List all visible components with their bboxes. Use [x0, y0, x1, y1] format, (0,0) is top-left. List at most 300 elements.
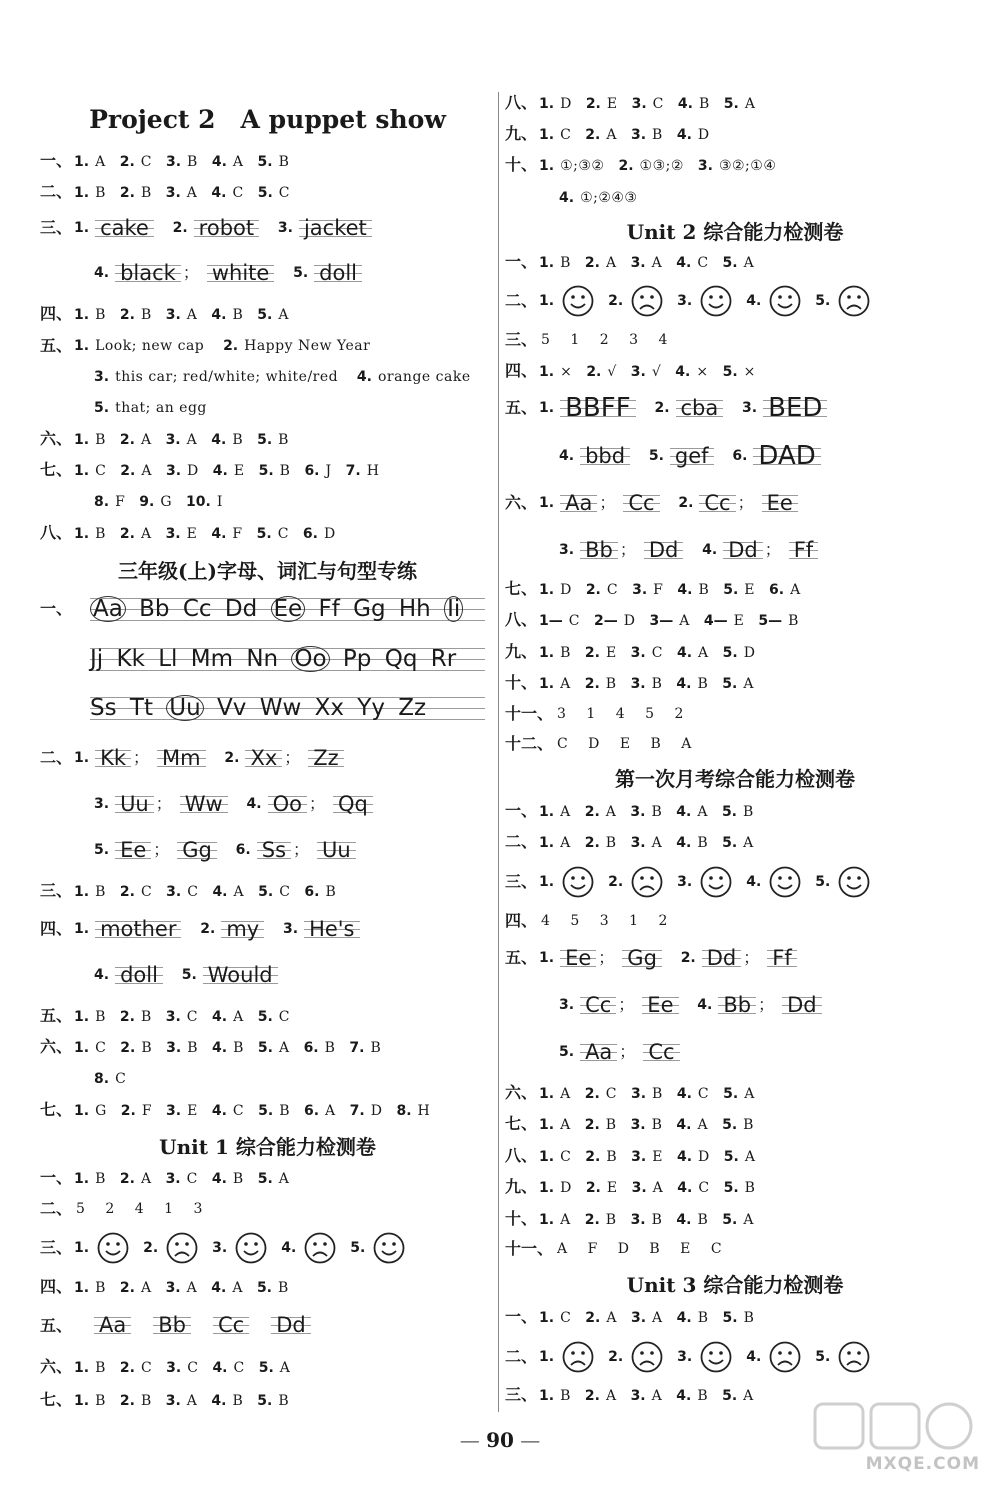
item-answer: B — [652, 126, 663, 143]
item-answer: B — [560, 1387, 571, 1404]
item-answer: B — [141, 1039, 153, 1056]
item-number: 3. — [630, 644, 646, 661]
answer-row: 十、 1. A 2. B 3. B 4. B 5. A — [505, 1209, 754, 1228]
item-number: 3. — [165, 525, 181, 542]
item-number: 1. — [539, 1116, 555, 1133]
handwriting-row: 4. bbd 5. gef 6. DAD — [557, 440, 821, 471]
item-answer: C — [698, 1179, 710, 1196]
item-number: 4. — [676, 1148, 693, 1165]
sad-face-icon — [838, 1341, 870, 1373]
item-number: 4. — [211, 1170, 227, 1187]
item-number: 5. — [257, 431, 273, 448]
item-answer: C — [140, 153, 152, 170]
item-answer: A — [605, 254, 617, 271]
item-number: 3. — [166, 883, 182, 900]
circled-letter-pair: Ii — [444, 596, 463, 622]
item-answer: B — [744, 1179, 756, 1196]
item-answer: C — [232, 184, 244, 201]
handwriting-row: 五、 Aa Bb Cc Dd — [40, 1310, 311, 1342]
answer-row: 八、 1. D 2. E 3. C 4. B 5. A — [505, 93, 756, 112]
item-number: 3. — [631, 1179, 647, 1196]
letter-pair: Nn — [246, 646, 279, 672]
item-answer: C — [187, 1359, 199, 1376]
item-number: 5. — [722, 254, 738, 271]
handwriting-row: 5. Aa ； Cc — [557, 1036, 680, 1067]
item-answer: A — [186, 184, 198, 201]
item-answer: I — [216, 493, 223, 510]
item-number: 4. — [212, 883, 228, 900]
item-number: 3. — [166, 1039, 182, 1056]
sad-face-icon — [631, 285, 663, 317]
item-number: 6. — [303, 1039, 319, 1056]
item-answer: ①;②④③ — [580, 189, 638, 206]
item-number: 4. — [559, 189, 575, 206]
item-answer: E — [606, 95, 618, 112]
item-number: 2. — [585, 1309, 601, 1326]
item-number: 3. — [165, 153, 182, 170]
letter-pair: Bb — [139, 596, 170, 622]
item-answer: B — [697, 1387, 709, 1404]
item-answer: A — [232, 153, 244, 170]
item-number: 4. — [211, 153, 227, 170]
item-answer: B — [743, 1116, 754, 1133]
item-number: 3. — [166, 1102, 182, 1119]
item-number: 1. — [539, 95, 555, 112]
letter-pair: Pp — [342, 646, 372, 672]
item-number: 1. — [539, 1309, 555, 1326]
handwriting-row: 三、 1. cake 2. robot 3. jacket — [40, 212, 372, 243]
item-number: 2. — [585, 1179, 601, 1196]
item-answer: E — [605, 644, 617, 661]
item-number: 2. — [120, 1039, 136, 1056]
happy-face-icon — [235, 1232, 267, 1264]
item-answer: B — [232, 431, 244, 448]
item-number: 4. — [746, 874, 762, 890]
item-answer: D — [698, 1148, 710, 1165]
handwriting-row: 五、 1. BBFF 2. cba 3. BED — [505, 392, 827, 423]
answer-row: 七、 1. G 2. F 3. E 4. C 5. B 6. A 7. D 8. H — [40, 1100, 431, 1119]
answer-row: 九、 1. D 2. E 3. A 4. C 5. B — [505, 1177, 756, 1196]
answer-row: 十、 1. ①;③② 2. ①③;② 3. ③②;①④ — [505, 155, 777, 174]
sad-face-icon — [562, 1341, 594, 1373]
item-answer: A — [560, 675, 571, 692]
item-answer: A — [560, 803, 571, 820]
answer-row: 二、 1. B 2. B 3. A 4. C 5. C — [40, 182, 290, 201]
item-number: 3. — [630, 1116, 646, 1133]
item-answer: A — [605, 1387, 617, 1404]
item-answer: B — [651, 675, 663, 692]
item-number: 1. — [74, 1102, 90, 1119]
item-number: 1. — [74, 1359, 90, 1376]
item-answer: A — [140, 1170, 152, 1187]
item-number: 1. — [539, 157, 555, 174]
face-row: 二、 1. 2. 3. 4. 5. — [505, 285, 870, 317]
item-answer: B — [95, 525, 106, 542]
item-number: 5. — [256, 525, 272, 542]
circled-letter-pair: Oo — [291, 646, 329, 672]
item-number: 5. — [257, 153, 273, 170]
answer-row: 一、 — [40, 599, 73, 618]
item-number: 3. — [630, 834, 646, 851]
item-answer: C — [95, 462, 107, 479]
letter-pair: Ww — [259, 695, 302, 721]
face-row: 二、 1. 2. 3. 4. 5. — [505, 1341, 870, 1373]
item-answer: E — [606, 1179, 618, 1196]
item-number: 7. — [349, 1039, 365, 1056]
item-answer: B — [325, 883, 337, 900]
letter-pair: Ss — [90, 695, 117, 721]
answer-row: 八、 1. B 2. A 3. E 4. F 5. C 6. D — [40, 523, 336, 542]
watermark-logo — [807, 1398, 982, 1478]
handwriting-letters: Aa — [94, 1310, 131, 1340]
answer-row: 六、 1. B 2. C 3. C 4. C 5. A — [40, 1357, 291, 1376]
answer-row: 5. that; an egg — [94, 400, 207, 416]
item-number: 1. — [539, 644, 555, 661]
item-answer: B — [95, 1392, 106, 1409]
handwriting-word: white — [207, 258, 274, 288]
item-number: 1. — [74, 883, 90, 900]
item-answer: A — [744, 1148, 756, 1165]
item-number: 4. — [211, 1279, 227, 1296]
item-answer: B — [324, 1039, 336, 1056]
item-answer: C — [560, 1148, 572, 1165]
item-number: 5. — [723, 1085, 739, 1102]
item-number: 8. — [94, 1070, 110, 1087]
handwriting-word: robot — [194, 213, 259, 243]
item-answer: B — [606, 1148, 618, 1165]
item-number: 5. — [257, 184, 273, 201]
item-number: 2. — [119, 1170, 135, 1187]
item-number: 4. — [212, 1359, 228, 1376]
item-number: 1. — [539, 1085, 555, 1102]
item-number: 3. — [631, 1148, 647, 1165]
item-answer: E — [186, 525, 198, 542]
item-number: 4. — [746, 293, 762, 309]
item-answer: G — [95, 1102, 107, 1119]
item-answer: A — [278, 306, 289, 323]
circled-letter-pair: Uu — [166, 695, 203, 721]
item-answer: A — [278, 1170, 290, 1187]
item-answer: B — [187, 1039, 199, 1056]
happy-face-icon — [562, 285, 594, 317]
letter-pair: Ll — [158, 646, 178, 672]
watermark-text: MXQE.COM — [865, 1454, 980, 1474]
answer-row — [92, 1067, 126, 1089]
item-number: 5— — [758, 612, 783, 629]
item-answer: ①;③② — [560, 157, 605, 174]
item-number: 3. — [165, 431, 181, 448]
letter-pair: Qq — [384, 646, 418, 672]
item-answer: B — [652, 1085, 663, 1102]
item-number: 5. — [722, 363, 738, 380]
item-number: 4. — [211, 1392, 227, 1409]
alphabet-line — [90, 689, 485, 727]
item-number: 2. — [608, 874, 624, 890]
item-number: 6. — [302, 525, 318, 542]
item-number: 2— — [593, 612, 618, 629]
item-number: 5. — [723, 1179, 739, 1196]
item-number: 2. — [608, 1349, 624, 1365]
item-number: 1. — [74, 1039, 90, 1056]
item-number: 8. — [94, 493, 110, 510]
item-number: 2. — [584, 834, 600, 851]
item-answer: A — [141, 462, 152, 479]
answer-row: 四、 1. × 2. √ 3. √ 4. × 5. × — [505, 361, 756, 380]
answer-row: 二、 1. A 2. B 3. A 4. B 5. A — [505, 832, 754, 851]
item-number: 5. — [722, 1309, 738, 1326]
item-number: 3. — [630, 363, 646, 380]
item-answer: B — [370, 1039, 382, 1056]
handwriting-row: 二、 1. Kk ； Mm 2. Xx ； Zz — [40, 742, 344, 773]
item-number: 1. — [539, 126, 555, 143]
handwriting-row: 5. Ee ； Gg 6. Ss ； Uu — [92, 834, 356, 865]
item-answer: B — [232, 1392, 244, 1409]
happy-face-icon — [838, 866, 870, 898]
item-number: 4. — [211, 431, 227, 448]
item-answer: ①③;② — [639, 157, 684, 174]
item-answer: ③②;①④ — [718, 157, 777, 174]
item-answer: D — [187, 462, 199, 479]
item-number: 4. — [676, 644, 693, 661]
happy-face-icon — [700, 1341, 732, 1373]
item-number: 4. — [676, 1116, 692, 1133]
answer-row: 五、 1. B 2. B 3. C 4. A 5. C — [40, 1006, 290, 1025]
item-number: 2. — [119, 431, 135, 448]
item-number: 3. — [165, 462, 182, 479]
item-number: 5. — [350, 1240, 366, 1256]
section-title-month-test: 第一次月考综合能力检测卷 — [615, 767, 855, 791]
item-answer: G — [160, 493, 173, 510]
item-number: 4. — [211, 525, 227, 542]
sad-face-icon — [304, 1232, 336, 1264]
item-answer: C — [140, 1359, 153, 1376]
handwriting-word: doll — [314, 258, 362, 288]
answer-row: 十一、 A F D B E C — [505, 1239, 730, 1258]
item-answer: B — [697, 834, 709, 851]
answer-row — [557, 186, 637, 208]
item-answer: A — [186, 431, 198, 448]
item-answer: C — [232, 1102, 245, 1119]
item-number: 5. — [258, 462, 274, 479]
item-answer: A — [140, 431, 152, 448]
item-number: 5. — [723, 95, 739, 112]
item-answer: A — [605, 803, 617, 820]
letter-pair: Mm — [190, 646, 233, 672]
item-number: 4. — [676, 675, 692, 692]
item-answer: B — [95, 184, 106, 201]
item-number: 1. — [539, 581, 555, 598]
item-answer: A — [232, 1279, 243, 1296]
item-number: 1. — [74, 525, 90, 542]
item-answer: F — [115, 493, 126, 510]
item-answer: A — [186, 306, 198, 323]
letter-pair: Gg — [353, 596, 386, 622]
item-answer: H — [417, 1102, 431, 1119]
item-answer: A — [279, 1359, 291, 1376]
item-number: 4. — [676, 1387, 692, 1404]
happy-face-icon — [97, 1232, 129, 1264]
item-number: 3— — [649, 612, 674, 629]
item-number: 2. — [584, 675, 600, 692]
item-number: 2. — [586, 363, 602, 380]
item-answer: E — [733, 612, 745, 629]
item-number: 2. — [119, 1392, 135, 1409]
item-number: 3. — [630, 254, 646, 271]
answer-row: 四、 4 5 3 1 2 — [505, 911, 676, 930]
section-title-project2: Project 2 A puppet show — [89, 105, 446, 134]
item-answer: B — [279, 462, 291, 479]
item-answer: A — [698, 644, 709, 661]
item-answer: D — [323, 525, 336, 542]
item-number: 1. — [539, 1349, 555, 1365]
item-number: 4. — [676, 126, 692, 143]
item-answer: C — [278, 1008, 290, 1025]
item-number: 3. — [630, 1211, 646, 1228]
item-answer: √ — [651, 363, 662, 380]
item-number: 4. — [676, 834, 692, 851]
handwriting-letters: Dd — [271, 1310, 311, 1340]
item-answer: C — [186, 1008, 199, 1025]
item-number: 3. — [630, 803, 646, 820]
item-answer: C — [651, 644, 663, 661]
item-number: 5. — [256, 1279, 272, 1296]
item-answer: B — [743, 1309, 755, 1326]
answer-row: 七、 1. B 2. B 3. A 4. B 5. B — [40, 1390, 290, 1409]
item-number: 5. — [815, 874, 831, 890]
item-answer: A — [651, 834, 663, 851]
item-number: 3. — [677, 874, 693, 890]
item-number: 1. — [74, 1279, 90, 1296]
item-answer: A — [95, 153, 106, 170]
item-answer: C — [652, 95, 664, 112]
item-answer: B — [232, 306, 244, 323]
item-answer: B — [140, 1392, 152, 1409]
item-number: 1. — [74, 462, 90, 479]
item-number: 1. — [539, 1179, 555, 1196]
item-number: 3. — [165, 1008, 181, 1025]
letter-pair: Hh — [398, 596, 431, 622]
alphabet-line — [90, 590, 485, 628]
item-number: 2. — [584, 1387, 600, 1404]
item-number: 2. — [585, 126, 601, 143]
item-answer: A — [790, 581, 801, 598]
letter-pair: Jj — [90, 646, 104, 672]
answer-row: 一、 1. B 2. A 3. A 4. C 5. A — [505, 252, 755, 271]
item-number: 4. — [676, 803, 692, 820]
item-answer: B — [605, 1211, 617, 1228]
answer-row: 七、 1. D 2. C 3. F 4. B 5. E 6. A — [505, 579, 801, 598]
item-number: 4. — [676, 1211, 692, 1228]
item-number: 4. — [676, 1309, 692, 1326]
item-number: 3. — [165, 184, 181, 201]
item-answer: F — [232, 525, 243, 542]
item-number: 4— — [703, 612, 728, 629]
answer-row: 八、 1— C 2— D 3— A 4— E 5— B — [505, 610, 799, 629]
letter-pair: Kk — [116, 646, 145, 672]
item-number: 2. — [608, 293, 624, 309]
item-answer: H — [366, 462, 380, 479]
sad-face-icon — [838, 285, 870, 317]
item-number: 3. — [165, 1392, 181, 1409]
item-number: 5. — [257, 1039, 273, 1056]
section-title-unit1: Unit 1 综合能力检测卷 — [159, 1135, 376, 1159]
item-number: 5. — [258, 1359, 274, 1376]
item-number: 2. — [585, 581, 601, 598]
letter-pair: Tt — [129, 695, 153, 721]
item-number: 2. — [120, 462, 136, 479]
item-answer: C — [115, 1070, 127, 1087]
item-number: 2. — [119, 525, 135, 542]
sad-face-icon — [631, 866, 663, 898]
letter-pair: Dd — [224, 596, 258, 622]
item-answer: D — [560, 1179, 572, 1196]
item-answer: A — [743, 675, 754, 692]
item-number: 2. — [119, 1359, 135, 1376]
page-number: — 90 — — [459, 1428, 541, 1452]
item-number: 1— — [539, 612, 563, 629]
item-number: 5. — [722, 1211, 738, 1228]
item-number: 1. — [74, 1392, 90, 1409]
item-number: 1. — [539, 293, 555, 309]
item-number: 4. — [677, 581, 693, 598]
answer-row: 九、 1. B 2. E 3. C 4. A 5. D — [505, 642, 756, 661]
item-answer: A — [278, 1039, 290, 1056]
answer-row: 三、 1. B 2. C 3. C 4. A 5. C 6. B — [40, 881, 337, 900]
handwriting-word: cake — [95, 213, 154, 243]
item-answer: A — [743, 834, 754, 851]
item-answer: A — [233, 1008, 244, 1025]
answer-row: 一、 1. A 2. A 3. B 4. A 5. B — [505, 801, 754, 820]
item-answer: E — [744, 581, 756, 598]
item-number: 5. — [723, 581, 739, 598]
item-number: 2. — [585, 95, 601, 112]
answer-row: 一、 1. B 2. A 3. C 4. B 5. A — [40, 1168, 290, 1187]
item-number: 2. — [584, 644, 600, 661]
item-number: 3. — [212, 1240, 228, 1256]
item-answer: D — [623, 612, 636, 629]
answer-row: 六、 1. A 2. C 3. B 4. C 5. A — [505, 1083, 755, 1102]
item-number: 5. — [257, 1392, 273, 1409]
item-number: 5. — [722, 834, 738, 851]
item-number: 5. — [722, 644, 738, 661]
item-answer: √ — [607, 363, 617, 380]
face-row: 三、 1. 2. 3. 4. 5. — [505, 866, 870, 898]
item-number: 2. — [119, 883, 135, 900]
item-number: 4. — [676, 1085, 692, 1102]
item-answer: A — [744, 95, 756, 112]
item-number: 4. — [281, 1240, 297, 1256]
item-number: 5. — [723, 1148, 739, 1165]
item-answer: A — [652, 1179, 664, 1196]
item-answer: E — [652, 1148, 663, 1165]
item-answer: × — [743, 363, 756, 380]
item-number: 6. — [769, 581, 785, 598]
answer-row: 八、 1. C 2. B 3. E 4. D 5. A — [505, 1146, 756, 1165]
answer-row: 九、 1. C 2. A 3. B 4. D — [505, 124, 710, 143]
item-number: 4. — [211, 306, 227, 323]
section-title-unit2: Unit 2 综合能力检测卷 — [626, 220, 844, 244]
item-number: 5. — [815, 293, 831, 309]
item-number: 2. — [584, 1211, 600, 1228]
answer-row: 一、 1. C 2. A 3. A 4. B 5. B — [505, 1307, 755, 1326]
happy-face-icon — [562, 866, 594, 898]
item-answer: B — [95, 883, 106, 900]
item-answer: B — [278, 1279, 289, 1296]
item-number: 2. — [585, 1148, 601, 1165]
happy-face-icon — [373, 1232, 405, 1264]
item-answer: B — [697, 1211, 709, 1228]
letter-pair: Rr — [430, 646, 457, 672]
